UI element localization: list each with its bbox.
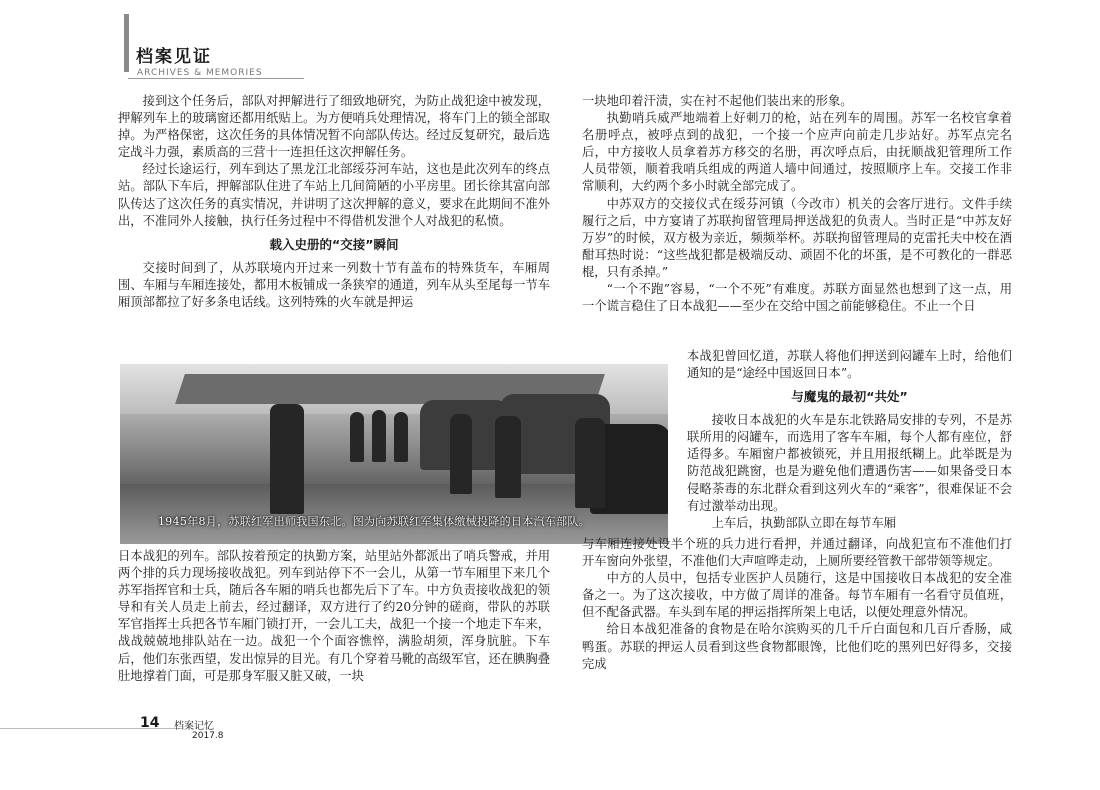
issue-date: 2017.8 xyxy=(192,731,224,741)
photo-caption: 1945年8月，苏联红军出师我国东北。图为向苏联红军集体缴械投降的日本汽车部队。 xyxy=(158,515,590,528)
article-column-right-top xyxy=(582,93,1012,315)
article-column-left-top xyxy=(118,93,550,311)
paragraph: 中苏双方的交接仪式在绥芬河镇（今改市）机关的会客厅进行。文件手续履行之后，中方宴请了苏联拘留管理局押送战犯的负责人。当时正是“中苏友好万岁”的时候，双方极为亲近，频频举杯。苏联拘留管理局的克雷托夫中校在酒酣耳热时说：“这些战犯都是极端反动、顽固不化的坏蛋，是不可教化的一群恶棍，只有杀掉。” xyxy=(582,196,1012,279)
subheading: 载入史册的“交接”瞬间 xyxy=(269,236,399,252)
paragraph: 执勤哨兵威严地端着上好刺刀的枪，站在列车的周围。苏军一名校官拿着名册呼点，被呼点到的战犯，一个接一个应声向前走几步站好。苏军点完名后，中方接收人员拿着苏方移交的名册，再次呼点后，由抚顺战犯管理所工作人员带领，顺着我哨兵组成的两道人墙中间通过，按照顺序上车。交接工作非常顺利，大约两个多小时就全部完成了。 xyxy=(582,111,1012,194)
page-number: 14 xyxy=(140,715,160,731)
paragraph: 经过长途运行，列车到达了黑龙江北部绥芬河车站，这也是此次列车的终点站。部队下车后，押解部队住进了车站上几间简陋的小平房里。团长徐其富向部队传达了这次任务的真实情况，并讲明了这次押解的意义，要求在此期间不准外出，不准同外人接触，执行任务过程中不得借机发泄个人对战犯的私愤。 xyxy=(118,162,550,228)
paragraph: “一个不跑”容易，“一个不死”有难度。苏联方面显然也想到了这一点，用一个谎言稳住了日本战犯——至少在交给中国之前能够稳住。不止一个日 xyxy=(582,282,1012,314)
header-rule xyxy=(128,78,304,79)
paragraph: 给日本战犯准备的食物是在哈尔滨购买的几千斤白面包和几百斤香肠，咸鸭蛋。苏联的押运人员看到这些食物都眼馋，比他们吃的黑列巴好得多，交接完成 xyxy=(582,622,1012,671)
paragraph: 本战犯曾回忆道，苏联人将他们押送到闷罐车上时，给他们通知的是“途经中国返回日本”。 xyxy=(687,349,1012,381)
paragraph: 上车后，执勤部队立即在每节车厢 xyxy=(711,515,897,530)
article-column-left-bottom xyxy=(118,548,550,685)
header-accent-bar xyxy=(124,14,129,72)
subheading: 与魔鬼的最初“共处” xyxy=(791,389,908,405)
section-subtitle: ARCHIVES & MEMORIES xyxy=(137,68,263,78)
paragraph: 一块地印着汗渍，实在衬不起他们装出来的形象。 xyxy=(582,94,853,108)
paragraph: 接到这个任务后，部队对押解进行了细致地研究，为防止战犯途中被发现，押解列车上的玻璃窗还都用纸贴上。为方便哨兵处理情况，将车门上的锁全部取掉。为严格保密，这次任务的具体情况暂不向部队传达。经过反复研究，最后选定战斗力强，素质高的三营十一连担任这次押解任务。 xyxy=(118,94,550,160)
paragraph: 接收日本战犯的火车是东北铁路局安排的专列，不是苏联所用的闷罐车，而选用了客车车厢，每个人都有座位，舒适得多。车厢窗户都被锁死，并且用报纸糊上。此举既是为防范战犯跳窗，也是为避免他们遭遇伤害——如果备受日本侵略荼毒的东北群众看到这列火车的“乘客”，很难保证不会有过激举动出现。 xyxy=(687,413,1012,513)
paragraph: 中方的人员中，包括专业医护人员随行，这是中国接收日本战犯的安全准备之一。为了这次接收，中方做了周详的准备。每节车厢有一名看守员值班，但不配备武器。车头到车尾的押运指挥所架上电话，以便处理意外情况。 xyxy=(582,571,1012,620)
section-title: 档案见证 xyxy=(136,47,212,67)
magazine-name: 档案记忆 xyxy=(174,721,214,732)
paragraph: 交接时间到了，从苏联境内开过来一列数十节有盖布的特殊货车，车厢周围、车厢与车厢连接处，都用木板铺成一条狭窄的通道，列车从头至尾每一节车厢顶部都拉了好多条电话线。这列特殊的火车就是押运 xyxy=(118,260,550,309)
article-column-right-middle xyxy=(687,348,1012,532)
paragraph: 日本战犯的列车。部队按着预定的执勤方案，站里站外都派出了哨兵警戒，并用两个排的兵力现场接收战犯。列车到站停下不一会儿，从第一节车厢里下来几个苏军指挥官和士兵，随后各车厢的哨兵也都先后下了车。中方负责接收战犯的领导和有关人员走上前去，经过翻译，双方进行了约20分钟的磋商，带队的苏联军官指挥士兵把各节车厢门锁打开，一会儿工夫，战犯一个接一个地走下车来，战战兢兢地排队站在一边。战犯一个个面容憔悴，满脸胡须，浑身肮脏。下车后，他们东张西望，发出惊异的目光。有几个穿着马靴的高级军官，还在腆胸叠肚地撑着门面，可是那身军服又脏又破，一块 xyxy=(118,549,550,683)
paragraph: 与车厢连接处设半个班的兵力进行看押，并通过翻译，向战犯宣布不准他们打开车窗向外张望，不准他们大声喧哗走动，上厕所要经管教干部带领等规定。 xyxy=(582,537,1012,569)
article-column-right-bottom xyxy=(582,536,1012,673)
